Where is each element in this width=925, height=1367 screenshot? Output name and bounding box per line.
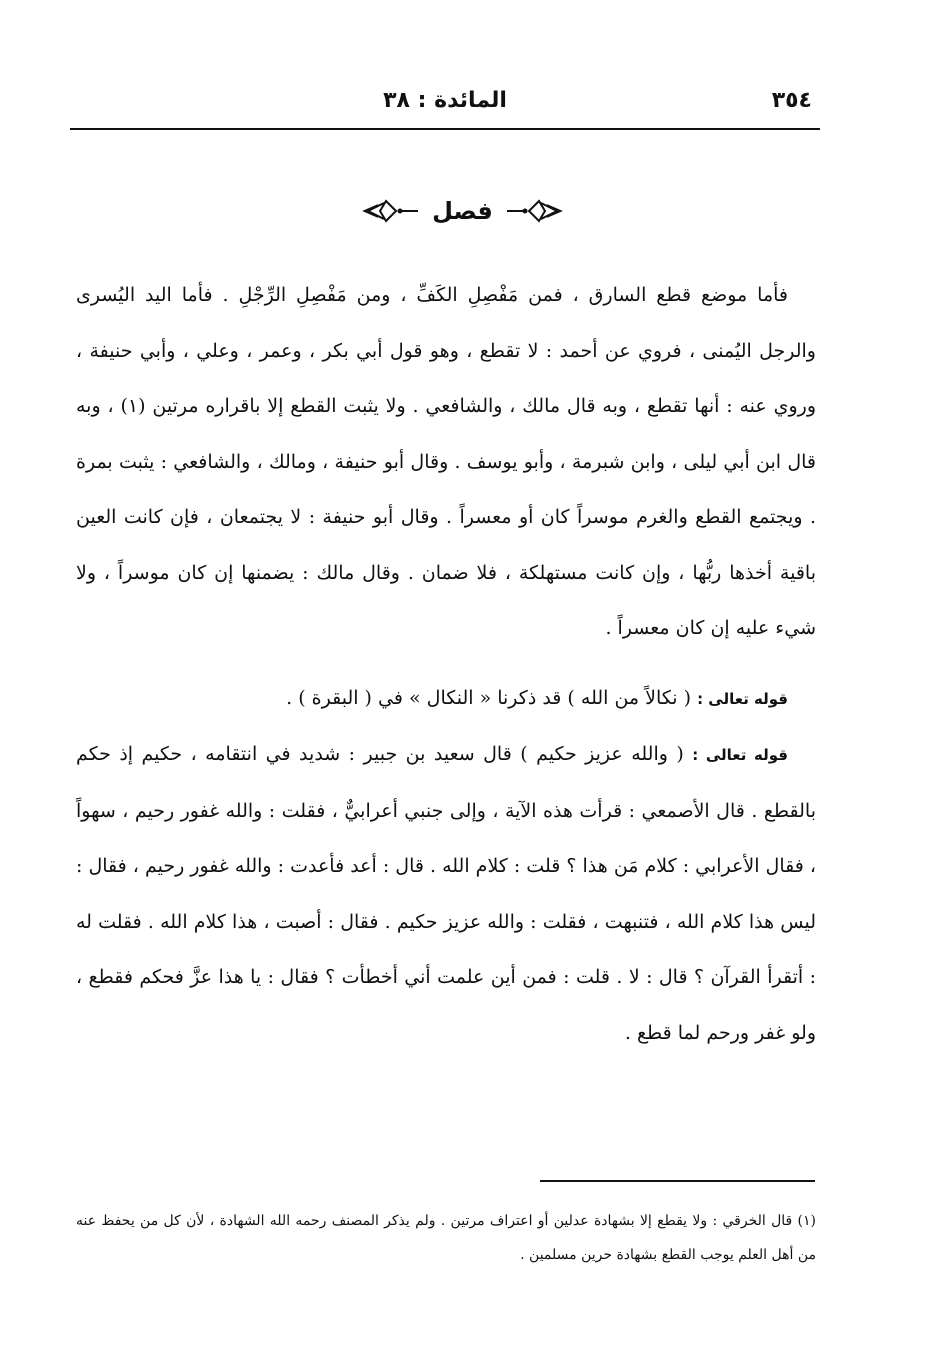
paragraph — [76, 671, 816, 728]
main-text — [76, 268, 816, 1061]
paragraph — [76, 268, 816, 657]
section-heading — [0, 186, 925, 236]
verse-lead: قوله تعالى : — [697, 689, 788, 708]
header-divider — [70, 128, 820, 130]
paragraph-text: ( والله عزيز حكيم ) قال سعيد بن جبير : شديد في انتقامه ، حكيم إذ حكم بالقطع . قال الأصمعي : قرأت هذه الآية ، وإلى جنبي أعرابيٌّ ، فقلت : والله غفور رحيم ، سهواً ، فقال الأعرابي : كلام مَن هذا ؟ قلت : كلام الله . قال : أعد فأعدت : والله غفور رحيم ، فقال : ليس هذا كلام الله ، فتنبهت ، فقلت : والله عزيز حكيم . فقال : أصبت ، هذا كلام الله . فقلت له : أتقرأ القرآن ؟ قال : لا . قلت : فمن أين علمت أني أخطأت ؟ فقال : يا هذا عزَّ فحكم فقطع ، ولو غفر ورحم لما قطع . — [76, 743, 816, 1044]
footnote: (١) قال الخرقي : ولا يقطع إلا بشهادة عدلين أو اعتراف مرتين . ولم يذكر المصنف رحمه الله الشهادة ، لأن كل من يحفظ عنه من أهل العلم يوجب القطع بشهادة حرين مسلمين . — [76, 1213, 816, 1263]
footnote-divider — [540, 1180, 815, 1182]
paragraph — [76, 727, 816, 1061]
page-header — [70, 86, 820, 126]
decorative-flourish-icon — [360, 197, 420, 225]
section-title: فصل — [432, 197, 493, 225]
decorative-flourish-icon — [505, 197, 565, 225]
verse-lead: قوله تعالى : — [692, 746, 788, 764]
paragraph-text: فأما موضع قطع السارق ، فمن مَفْصِلِ الكَفِّ ، ومن مَفْصِلِ الرِّجْلِ . فأما اليد اليُسرى والرجل اليُمنى ، فروي عن أحمد : لا تقطع ، وهو قول أبي بكر ، وعمر ، وعلي ، وأبي حنيفة ، وروي عنه : أنها تقطع ، وبه قال مالك ، والشافعي . ولا يثبت القطع إلا باقراره مرتين (١) ، وبه قال ابن أبي ليلى ، وابن شبرمة ، وأبو يوسف . وقال أبو حنيفة ، ومالك ، والشافعي : يثبت بمرة . ويجتمع القطع والغرم موسراً كان أو معسراً . وقال أبو حنيفة : لا يجتمعان ، فإن كانت العين باقية أخذها ربُّها ، وإن كانت مستهلكة ، فلا ضمان . وقال مالك : يضمنها إن كان موسراً ، ولا شيء عليه إن كان معسراً . — [76, 284, 816, 639]
page-number: ٣٥٤ — [771, 88, 812, 113]
running-title: المائدة : ٣٨ — [383, 88, 507, 113]
paragraph-text: ( نكالاً من الله ) قد ذكرنا « النكال » في ( البقرة ) . — [286, 686, 692, 709]
